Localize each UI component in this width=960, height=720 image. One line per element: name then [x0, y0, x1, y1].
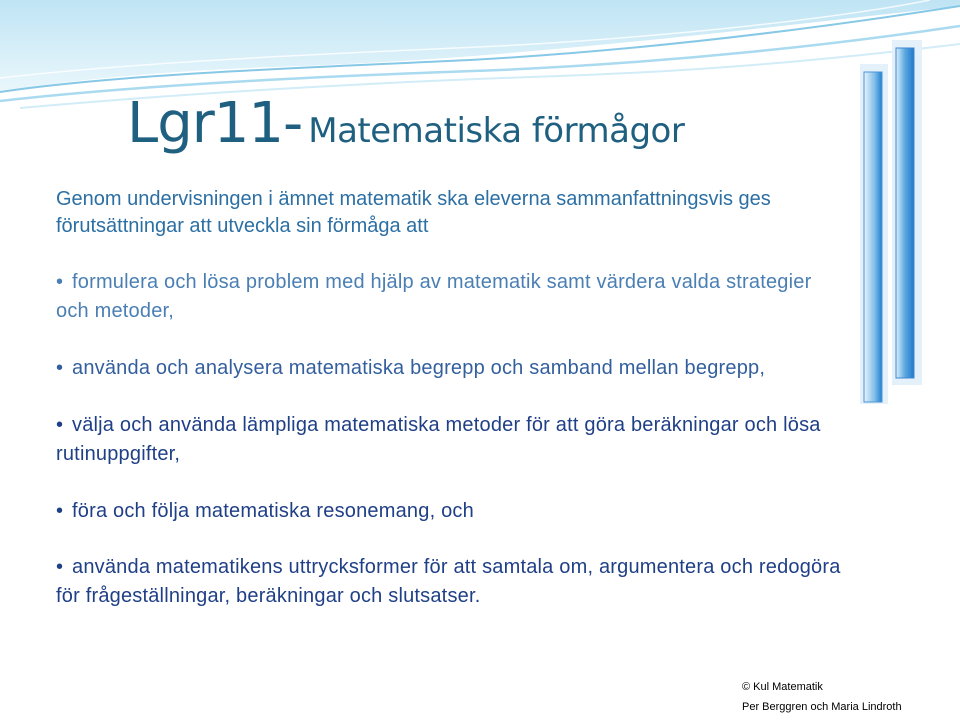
bullet-icon: •	[56, 414, 64, 436]
goal-text: föra och följa matematiska resonemang, och	[72, 500, 474, 522]
authors-text: Per Berggren och Maria Lindroth	[742, 701, 902, 713]
goal-item	[56, 411, 846, 469]
footer-credits	[742, 682, 902, 713]
goal-text: välja och använda lämpliga matematiska metoder för att göra beräkningar och lösa rutinuppgifter,	[56, 414, 821, 465]
bullet-icon: •	[56, 357, 64, 379]
bullet-icon: •	[56, 500, 64, 522]
title-main: Lgr11-	[127, 91, 303, 156]
right-bar-2	[896, 48, 914, 378]
goal-item	[56, 268, 846, 326]
goal-list	[56, 268, 846, 639]
bullet-icon: •	[56, 556, 64, 578]
slide-title	[127, 91, 685, 156]
copyright-text: © Kul Matematik	[742, 681, 823, 693]
goal-item	[56, 354, 846, 383]
goal-item	[56, 497, 846, 526]
right-bar-1	[864, 72, 882, 402]
bullet-icon: •	[56, 271, 64, 293]
intro-text: Genom undervisningen i ämnet matematik ska eleverna sammanfattningsvis ges förutsättningar att utveckla sin förmåga att	[56, 188, 771, 237]
title-sub: Matematiska förmågor	[308, 111, 685, 151]
goal-text: använda matematikens uttrycksformer för att samtala om, argumentera och redogöra för frågeställningar, beräkningar och slutsatser.	[56, 556, 841, 607]
goal-text: använda och analysera matematiska begrepp och samband mellan begrepp,	[72, 357, 766, 379]
goal-item	[56, 553, 846, 611]
goal-text: formulera och lösa problem med hjälp av matematik samt värdera valda strategier och metoder,	[56, 271, 812, 322]
